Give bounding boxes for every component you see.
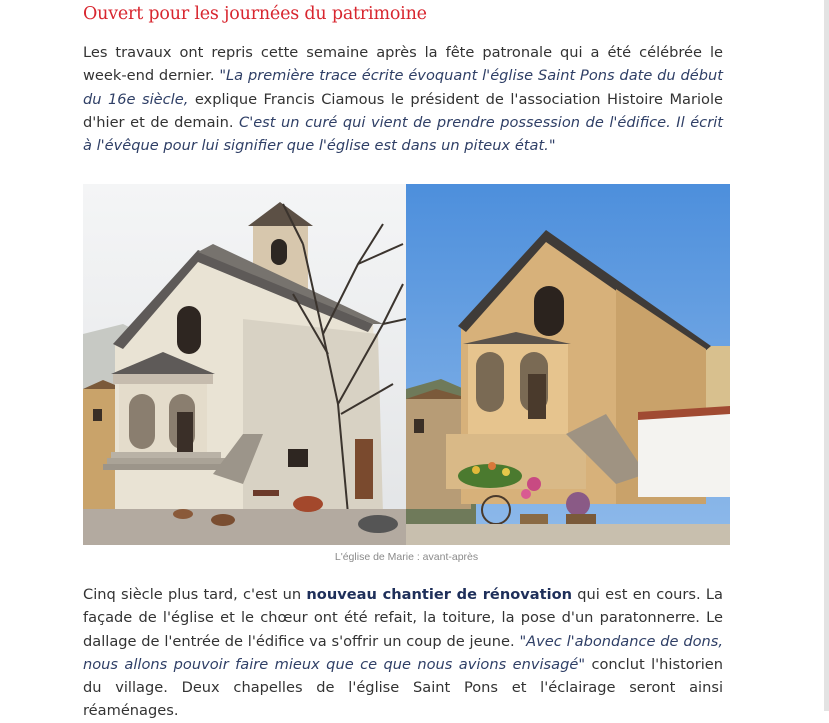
paragraph-renovation [83,583,723,723]
photo-figure [83,184,730,563]
body-text: Cinq siècle plus tard, c'est un [83,586,307,603]
scrollbar[interactable] [824,0,829,711]
photo-before [83,184,406,545]
before-after-photos [83,184,730,545]
intro-text-2: explique Francis Ciamous le président de l'association Histoire Mariole d'hier et de demain. [83,90,724,131]
photo-after [406,184,730,545]
intro-text: Les travaux ont repris cette semaine après la fête patronale qui a été célébrée le week-end dernier. [83,44,723,85]
body-text-2: qui est en cours. La façade de l'église et le chœur ont été refait, la toiture, la pose d'un paratonnerre. Le dallage de l'entrée de l'édifice va s'offrir un coup de jeune. [83,586,723,650]
renovation-link[interactable]: nouveau chantier de rénovation [306,586,572,603]
quote-text-3: "Avec l'abondance de dons, nous allons pouvoir faire mieux que ce que nous avions envisagé" [83,632,724,673]
quote-text-2: C'est un curé qui vient de prendre possession de l'édifice. Il écrit à l'évêque pour lui signifier que l'église est dans un piteux état." [83,113,723,155]
paragraph-intro [83,41,723,157]
section-heading: Ouvert pour les journées du patrimoine [83,4,427,24]
quote-text: "La première trace écrite évoquant l'église Saint Pons date du début du 16e siècle, [83,67,723,108]
photo-caption: L'église de Marie : avant-après [334,551,479,563]
body-text-3: conclut l'historien du village. Deux chapelles de l'église Saint Pons et l'éclairage seront ainsi réaménages. [83,655,724,720]
